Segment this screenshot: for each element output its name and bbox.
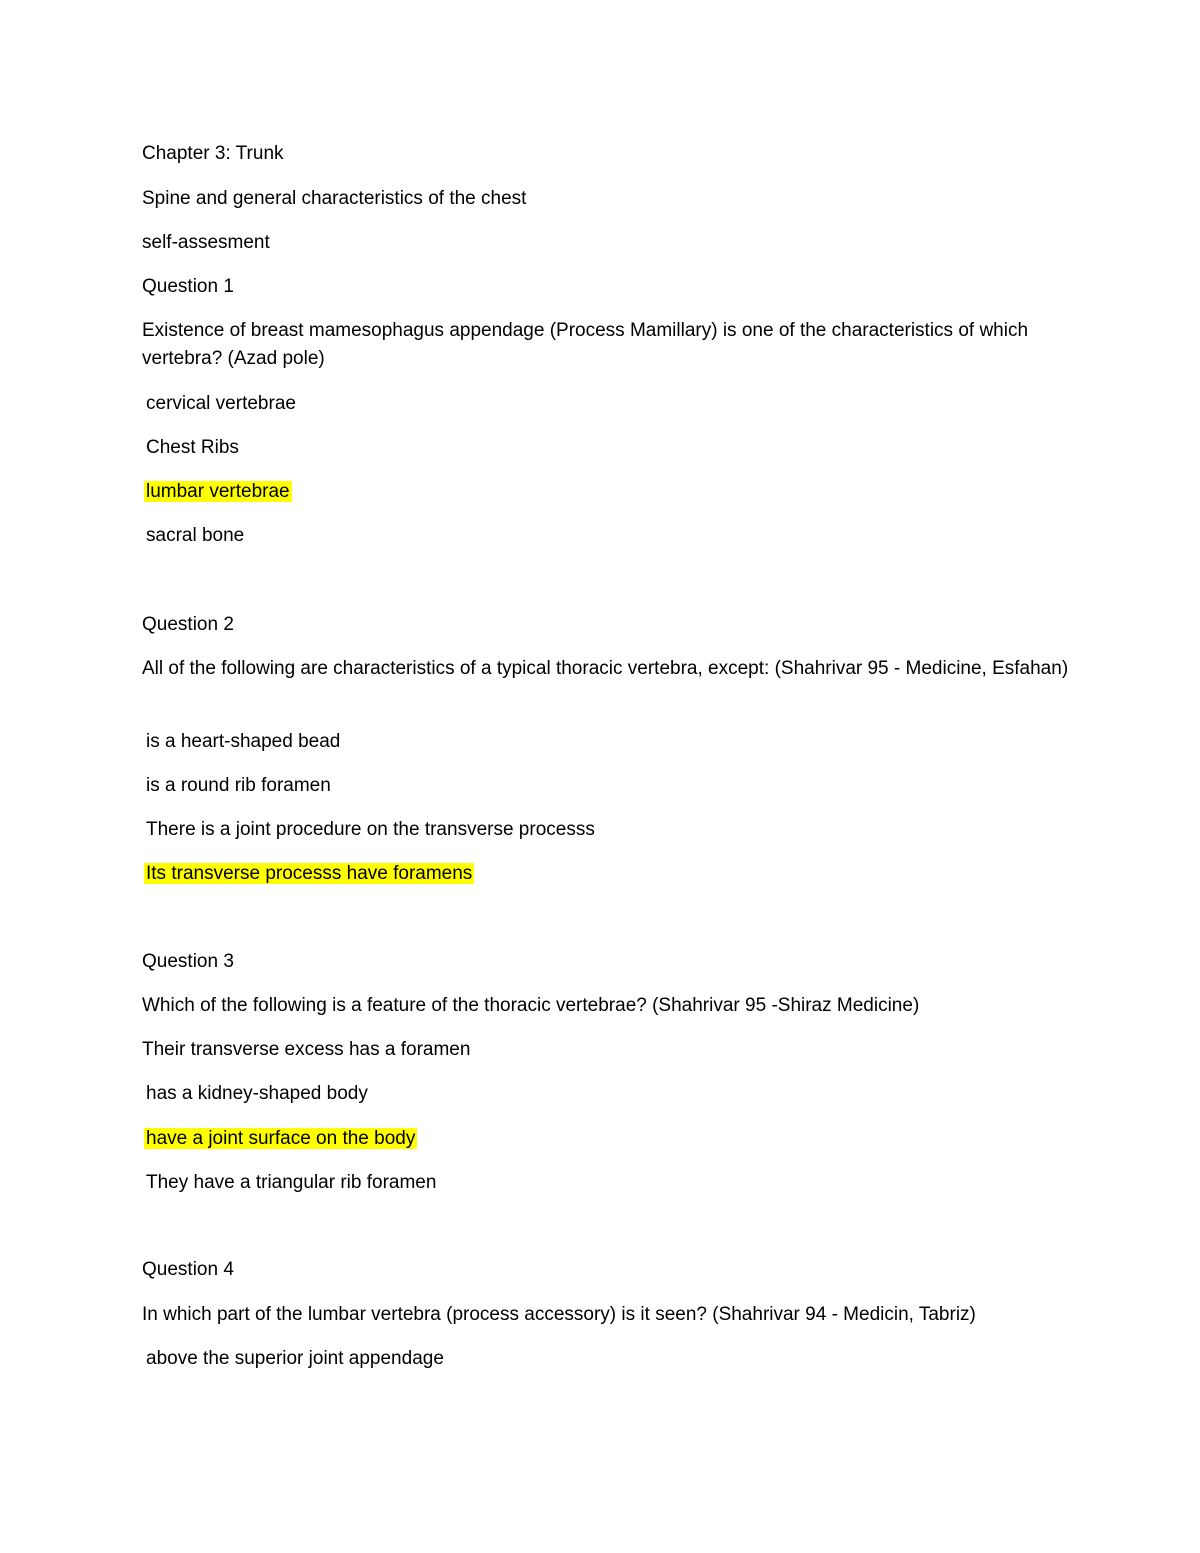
question-3-option-3-answer: have a joint surface on the body — [146, 1128, 416, 1149]
question-4-prompt: In which part of the lumbar vertebra (process accessory) is it seen? (Shahrivar 94 - Medicin, Tabriz) — [142, 1304, 976, 1325]
question-1-option-4: sacral bone — [146, 525, 245, 546]
question-2-option-1: is a heart-shaped bead — [146, 731, 341, 752]
question-1-option-3-answer: lumbar vertebrae — [146, 481, 290, 502]
question-1-option-1: cervical vertebrae — [146, 393, 296, 414]
question-3-option-1: Their transverse excess has a foramen — [142, 1039, 471, 1060]
question-2-label: Question 2 — [142, 614, 234, 635]
question-2-option-3: There is a joint procedure on the transverse processs — [146, 819, 595, 840]
question-4-label: Question 4 — [142, 1259, 234, 1280]
chapter-subtitle: Spine and general characteristics of the chest — [142, 188, 527, 209]
question-4-option-1: above the superior joint appendage — [146, 1348, 444, 1369]
question-2-option-2: is a round rib foramen — [146, 775, 331, 796]
section-label: self-assesment — [142, 232, 270, 253]
question-2-option-4-answer: Its transverse processs have foramens — [146, 863, 473, 884]
question-3-label: Question 3 — [142, 951, 234, 972]
question-1-label: Question 1 — [142, 276, 234, 297]
chapter-title: Chapter 3: Trunk — [142, 143, 284, 164]
question-3-option-4: They have a triangular rib foramen — [146, 1172, 437, 1193]
question-3-prompt: Which of the following is a feature of the thoracic vertebrae? (Shahrivar 95 -Shiraz Medicine) — [142, 995, 920, 1016]
question-3-option-2: has a kidney-shaped body — [146, 1083, 368, 1104]
question-2-prompt: All of the following are characteristics of a typical thoracic vertebra, except: (Shahrivar 95 - Medicine, Esfahan) — [142, 658, 1069, 679]
question-1-prompt: Existence of breast mamesophagus appendage (Process Mamillary) is one of the characteristics of which vertebra? (Azad pole) — [142, 320, 1029, 369]
question-1-option-2: Chest Ribs — [146, 437, 239, 458]
